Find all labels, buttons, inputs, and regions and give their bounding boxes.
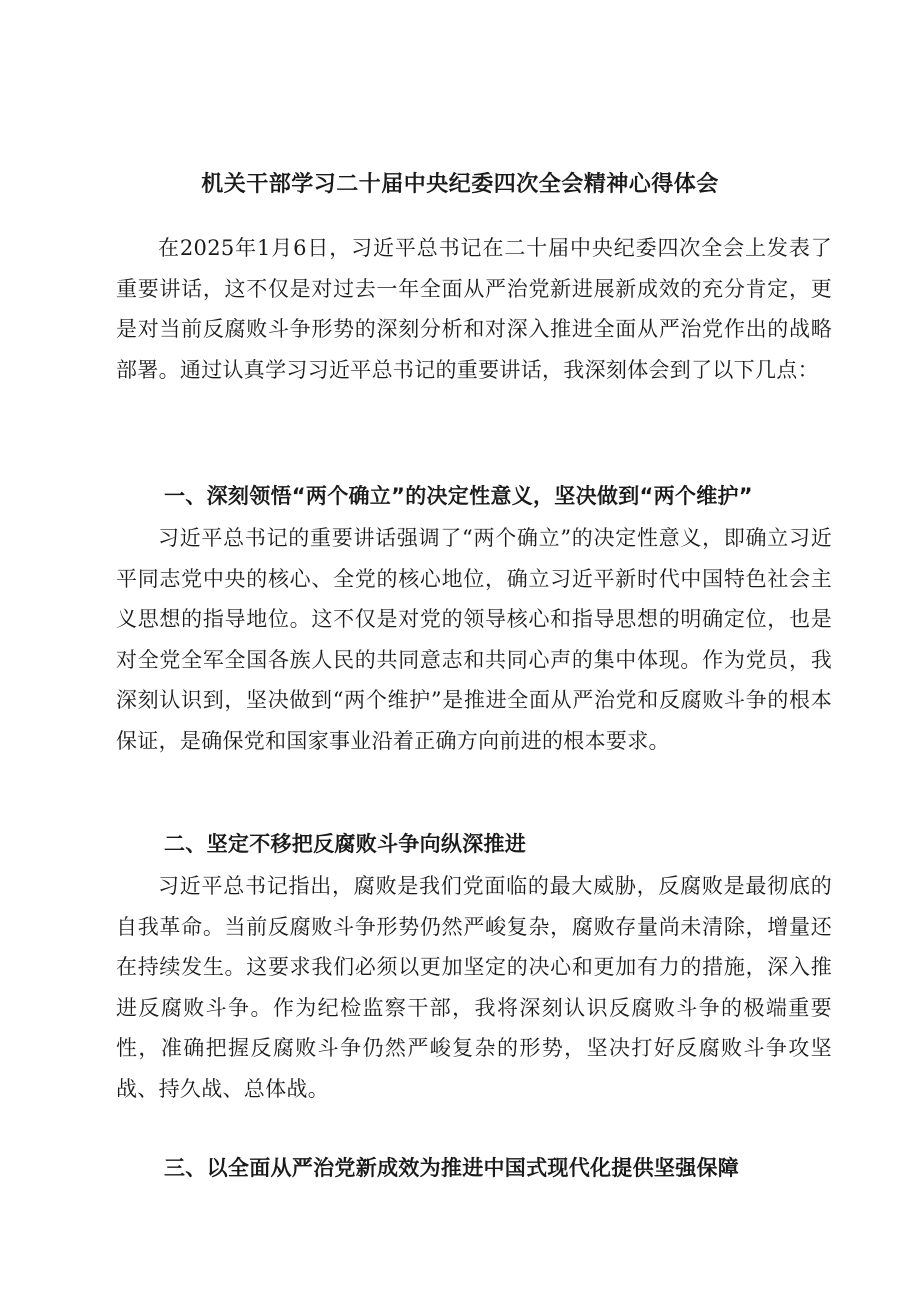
intro-paragraph: 在2025年1月6日，习近平总书记在二十届中央纪委四次全会上发表了重要讲话，这不仅是对过去一年全面从严治党新进展新成效的充分肯定，更是对当前反腐败斗争形势的深刻分析和对深入推进全面从严治党作出的战略部署。通过认真学习习近平总书记的重要讲话，我深刻体会到了以下几点：	[116, 236, 832, 382]
section-1-heading: 一、深刻领悟“两个确立”的决定性意义，坚决做到“两个维护”	[164, 484, 753, 508]
section-2-paragraph: 习近平总书记指出，腐败是我们党面临的最大威胁，反腐败是最彻底的自我革命。当前反腐败斗争形势仍然严峻复杂，腐败存量尚未清除，增量还在持续发生。这要求我们必须以更加坚定的决心和更加有力的措施，深入推进反腐败斗争。作为纪检监察干部，我将深刻认识反腐败斗争的极端重要性，准确把握反腐败斗争仍然严峻复杂的形势，坚决打好反腐败斗争攻坚战、持久战、总体战。	[116, 874, 832, 1101]
section-1-paragraph: 习近平总书记的重要讲话强调了“两个确立”的决定性意义，即确立习近平同志党中央的核心、全党的核心地位，确立习近平新时代中国特色社会主义思想的指导地位。这不仅是对党的领导核心和指导思想的明确定位，也是对全党全军全国各族人民的共同意志和共同心声的集中体现。作为党员，我深刻认识到，坚决做到“两个维护”是推进全面从严治党和反腐败斗争的根本保证，是确保党和国家事业沿着正确方向前进的根本要求。	[116, 526, 832, 753]
document-title: 机关干部学习二十届中央纪委四次全会精神心得体会	[201, 172, 719, 197]
section-3-heading: 三、以全面从严治党新成效为推进中国式现代化提供坚强保障	[164, 1156, 740, 1180]
section-2-heading: 二、坚定不移把反腐败斗争向纵深推进	[164, 832, 527, 856]
